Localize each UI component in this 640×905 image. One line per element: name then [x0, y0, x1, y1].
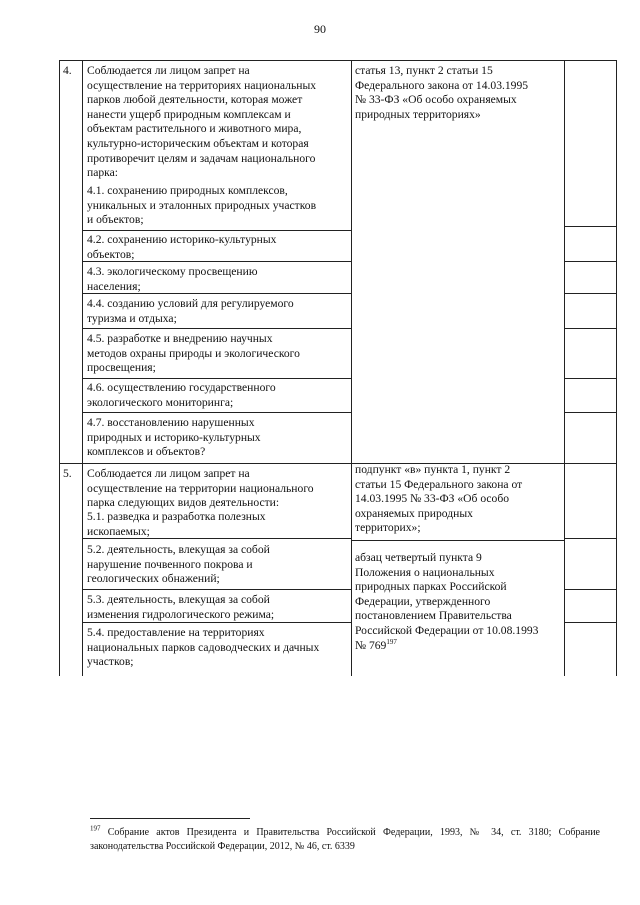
check-cell-line	[564, 589, 616, 590]
check-cell-line	[564, 622, 616, 623]
requirements-table	[59, 60, 617, 676]
table-divider-num	[82, 60, 83, 676]
row-question: Соблюдается ли лицом запрет на осуществление на территории национального парка следующих видов деятельности:	[87, 467, 314, 510]
table-divider-main	[351, 60, 352, 676]
table-border-left	[59, 60, 60, 676]
check-cell-line	[564, 226, 616, 227]
reference-text: абзац четвертый пункта 9 Положения о национальных природных парках Российской Федерации, утвержденного постановлением Правительства Российской Федерации от 10.08.1993 № 769	[355, 551, 539, 652]
check-cell-line	[564, 538, 616, 539]
row-number: 4.	[63, 64, 72, 77]
subrow-line	[82, 230, 351, 231]
row-item: 4.3. экологическому просвещению населения;	[87, 265, 258, 293]
row-item: 5.3. деятельность, влекущая за собой изменения гидрологического режима;	[87, 593, 275, 621]
row-reference: статья 13, пункт 2 статьи 15 Федерального закона от 14.03.1995 № 33-ФЗ «Об особо охраняемых природных территориях»	[355, 64, 529, 121]
row-item: 5.4. предоставление на территориях национальных парков садоводческих и дачных участков;	[87, 626, 320, 669]
table-top-line	[59, 60, 617, 61]
subrow-line	[82, 412, 351, 413]
row-reference: подпункт «в» пункта 1, пункт 2 статьи 15 Федерального закона от 14.03.1995 № 33-ФЗ «Об особо охраняемых природных территорих»;	[355, 463, 523, 535]
row-question: Соблюдается ли лицом запрет на осуществление на территориях национальных парков любой деятельности, которая может нанести ущерб природным комплексам и объектам растительного и животного мира, культурно-историческим объектам и которая противоречит целям и задачам национального парка:	[87, 64, 317, 180]
check-cell-line	[564, 378, 616, 379]
check-cell-line	[564, 293, 616, 294]
row-item: 4.5. разработке и внедрению научных методов охраны природы и экологического просвещения;	[87, 332, 300, 375]
row-item: 4.1. сохранению природных комплексов, уникальных и эталонных природных участков и объектов;	[87, 184, 317, 227]
row-item: 4.2. сохранению историко-культурных объектов;	[87, 233, 277, 261]
footnote-ref: 197	[386, 637, 397, 646]
table-border-right	[616, 60, 617, 676]
row-reference-with-footnote	[355, 551, 563, 653]
subrow-line	[82, 589, 351, 590]
footnote-marker: 197	[90, 824, 101, 833]
row-item: 4.6. осуществлению государственного экологического мониторинга;	[87, 381, 276, 409]
footnote-rule	[90, 818, 250, 819]
row-item: 5.2. деятельность, влекущая за собой нарушение почвенного покрова и геологических обнажений;	[87, 543, 270, 586]
table-divider-ref	[564, 60, 565, 676]
ref-separator	[351, 540, 564, 541]
subrow-line	[82, 328, 351, 329]
row-item: 4.4. созданию условий для регулируемого туризма и отдыха;	[87, 297, 294, 325]
row-item: 4.7. восстановлению нарушенных природных и историко-культурных комплексов и объектов?	[87, 416, 261, 459]
footnote	[90, 826, 600, 854]
subrow-line	[82, 378, 351, 379]
check-cell-line	[564, 328, 616, 329]
footnote-text: Собрание актов Президента и Правительства Российской Федерации, 1993, № 34, ст. 3180; Собрание законодательства Российской Федерации, 2012, № 46, ст. 6339	[90, 827, 600, 852]
row-number: 5.	[63, 467, 72, 480]
check-cell-line	[564, 261, 616, 262]
check-cell-line	[564, 412, 616, 413]
page-number: 90	[314, 22, 326, 36]
row-item: 5.1. разведка и разработка полезных ископаемых;	[87, 510, 266, 538]
